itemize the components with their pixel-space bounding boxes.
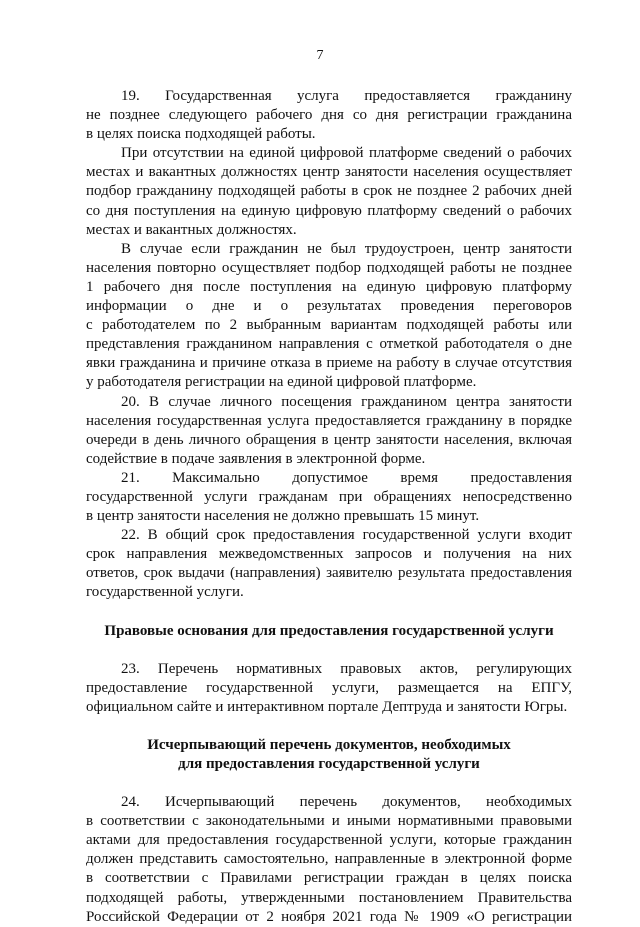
- paragraph: [86, 526, 572, 602]
- text-line: 19. Государственная услуга предоставляется гражданину: [121, 88, 572, 104]
- text-line: у работодателя регистрации на единой цифровой платформе.: [86, 374, 477, 391]
- section-spacer: [86, 641, 572, 660]
- text-line: должен представить самостоятельно, направленные в электронной форме: [86, 851, 572, 868]
- text-line: 20. В случае личного посещения гражданином центра занятости: [121, 393, 572, 410]
- text-line: местах и вакантных должностях центр занятости населения осуществляет: [86, 164, 572, 181]
- text-line: в целях поиска подходящей работы.: [86, 126, 316, 143]
- text-line: в центр занятости населения не должно превышать 15 минут.: [86, 508, 480, 525]
- section-spacer: [86, 717, 572, 736]
- text-line: 21. Максимально допустимое время предоставления: [121, 469, 572, 486]
- text-line: очереди в день личного обращения в центр занятости населения, включая: [86, 431, 572, 448]
- text-line: официальном сайте и интерактивном портале Дептруда и занятости Югры.: [86, 698, 568, 715]
- page-number: 7: [316, 48, 324, 63]
- text-line: Российской Федерации от 2 ноября 2021 года № 1909 «О регистрации: [86, 908, 572, 925]
- text-line: содействие в подаче заявления в электронной форме.: [86, 450, 426, 467]
- text-line: 24. Исчерпывающий перечень документов, необходимых: [121, 794, 572, 811]
- text-line: подходящей работы, утвержденными постановлением Правительства: [86, 889, 572, 906]
- text-line: местах и вакантных должностях.: [86, 221, 297, 238]
- heading-line: Исчерпывающий перечень документов, необходимых: [147, 736, 511, 753]
- text-line: государственной услуги.: [86, 584, 244, 601]
- text-line: явки гражданина и причине отказа в приеме на работу в случае отсутствия: [86, 355, 572, 372]
- text-line: срок направления межведомственных запросов и получения на них: [86, 546, 572, 563]
- paragraph: [86, 393, 572, 469]
- text-line: При отсутствии на единой цифровой платформе сведений о рабочих: [121, 145, 572, 162]
- text-line: предоставление государственной услуги, размещается на ЕПГУ,: [86, 679, 572, 696]
- heading-line: Правовые основания для предоставления государственной услуги: [104, 622, 554, 639]
- text-line: представления гражданином направления с отметкой работодателя о дне: [86, 336, 572, 353]
- text-line: государственной услуги гражданам при обращениях непосредственно: [86, 488, 572, 505]
- section-heading: [86, 622, 572, 641]
- text-line: населения государственная услуга предоставляется гражданину в порядке: [86, 412, 572, 429]
- text-line: в соответствии с законодательными и иными нормативными правовыми: [86, 813, 572, 830]
- paragraph: [86, 469, 572, 526]
- paragraph: [86, 240, 572, 393]
- text-line: с работодателем по 2 выбранным вариантам подходящей работы или: [86, 317, 572, 334]
- text-line: со дня поступления на единую цифровую платформу сведений о рабочих: [86, 202, 572, 219]
- paragraph: [86, 87, 572, 144]
- section-spacer: [86, 774, 572, 793]
- heading-line: для предоставления государственной услуги: [178, 756, 480, 772]
- text-line: В случае если гражданин не был трудоустроен, центр занятости: [121, 240, 572, 257]
- text-line: подбор гражданину подходящей работы в срок не позднее 2 рабочих дней: [86, 183, 572, 200]
- section-heading: [86, 736, 572, 774]
- paragraph: [86, 793, 572, 927]
- paragraph: [86, 144, 572, 239]
- paragraph: [86, 660, 572, 717]
- document-body: [86, 87, 572, 927]
- text-line: в соответствии с Правилами регистрации граждан в целях поиска: [86, 870, 572, 887]
- text-line: не позднее следующего рабочего дня со дня регистрации гражданина: [86, 107, 572, 124]
- text-line: 23. Перечень нормативных правовых актов, регулирующих: [121, 660, 572, 677]
- text-line: 22. В общий срок предоставления государственной услуги входит: [121, 527, 572, 544]
- text-line: информации о дне и о результатах проведения переговоров: [86, 298, 572, 315]
- text-line: ответов, срок выдачи (направления) заявителю результата предоставления: [86, 565, 572, 582]
- text-line: населения повторно осуществляет подбор подходящей работы не позднее: [86, 259, 572, 276]
- section-spacer: [86, 603, 572, 622]
- text-line: актами для предоставления государственной услуги, которые гражданин: [86, 832, 572, 849]
- text-line: 1 рабочего дня после поступления на единую цифровую платформу: [86, 278, 572, 295]
